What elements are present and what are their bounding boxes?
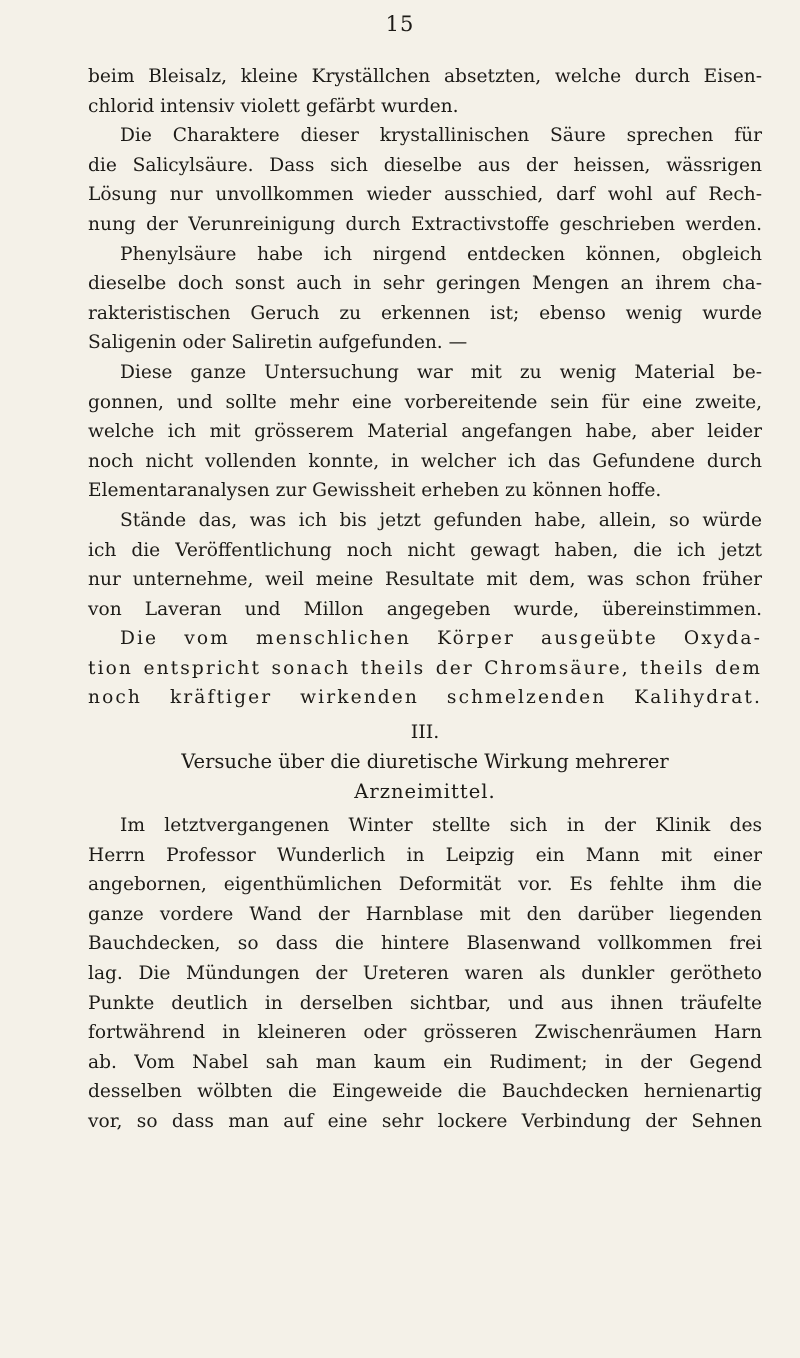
paragraph xyxy=(88,121,762,239)
text-line: Elementaranalysen zur Gewissheit erheben zu können hoffe. xyxy=(88,480,662,502)
text-line: noch kräftiger wirkenden schmelzenden Kalihydrat. xyxy=(88,687,762,709)
text-line: tion entspricht sonach theils der Chromsäure, theils dem xyxy=(88,657,762,679)
text-line: angebornen, eigenthümlichen Deformität vor. Es fehlte ihm die xyxy=(88,874,762,896)
paragraph xyxy=(88,811,762,1137)
section-title-continued: Arzneimittel. xyxy=(354,780,496,804)
paragraph xyxy=(88,240,762,358)
text-line: ich die Veröffentlichung noch nicht gewagt haben, die ich jetzt xyxy=(88,539,762,561)
text-line: chlorid intensiv violett gefärbt wurden. xyxy=(88,95,459,117)
paragraph xyxy=(88,62,762,121)
section-title: Versuche über die diuretische Wirkung mehrerer xyxy=(181,750,669,774)
text-line: Lösung nur unvollkommen wieder ausschied, darf wohl auf Rech- xyxy=(88,184,762,206)
text-line: Saligenin oder Saliretin aufgefunden. — xyxy=(88,332,468,354)
paragraph xyxy=(88,358,762,506)
paragraph xyxy=(88,506,762,624)
text-line: Die vom menschlichen Körper ausgeübte Oxyda- xyxy=(120,628,762,650)
paragraph-emphasis xyxy=(88,624,762,713)
text-line: Im letztvergangenen Winter stellte sich in der Klinik des xyxy=(120,815,762,837)
text-line: vor, so dass man auf eine sehr lockere Verbindung der Sehnen xyxy=(88,1111,762,1132)
text-line: von Laveran und Millon angegeben wurde, übereinstimmen. xyxy=(88,598,762,620)
text-line: beim Bleisalz, kleine Kryställchen absetzten, welche durch Eisen- xyxy=(88,66,762,87)
text-line: Phenylsäure habe ich nirgend entdecken können, obgleich xyxy=(120,243,762,265)
text-line: noch nicht vollenden konnte, in welcher ich das Gefundene durch xyxy=(88,450,762,472)
section-number: III. xyxy=(410,721,440,744)
text-line: welche ich mit grösserem Material angefangen habe, aber leider xyxy=(88,421,762,443)
text-line: Bauchdecken, so dass die hintere Blasenwand vollkommen frei xyxy=(88,933,762,955)
text-line: dieselbe doch sonst auch in sehr geringen Mengen an ihrem cha- xyxy=(88,273,762,295)
text-line: desselben wölbten die Eingeweide die Bauchdecken hernienartig xyxy=(88,1081,762,1103)
text-line: lag. Die Mündungen der Ureteren waren als dunkler gerötheto xyxy=(88,963,762,985)
page-number: 15 xyxy=(385,12,415,36)
text-line: die Salicylsäure. Dass sich dieselbe aus der heissen, wässrigen xyxy=(88,154,762,176)
text-line: ganze vordere Wand der Harnblase mit den darüber liegenden xyxy=(88,903,762,925)
text-line: nur unternehme, weil meine Resultate mit dem, was schon früher xyxy=(88,569,762,591)
text-line: Diese ganze Untersuchung war mit zu wenig Material be- xyxy=(120,361,762,383)
text-line: Herrn Professor Wunderlich in Leipzig ein Mann mit einer xyxy=(88,844,762,866)
text-line: ab. Vom Nabel sah man kaum ein Rudiment; in der Gegend xyxy=(88,1051,762,1073)
text-line: nung der Verunreinigung durch Extractivstoffe geschrieben werden. xyxy=(88,213,762,235)
text-line: Punkte deutlich in derselben sichtbar, und aus ihnen träufelte xyxy=(88,992,762,1014)
text-line: Stände das, was ich bis jetzt gefunden habe, allein, so würde xyxy=(120,509,762,531)
text-line: gonnen, und sollte mehr eine vorbereitende sein für eine zweite, xyxy=(88,391,762,413)
text-line: Die Charaktere dieser krystallinischen Säure sprechen für xyxy=(120,125,762,147)
page-body xyxy=(88,62,762,1137)
text-line: rakteristischen Geruch zu erkennen ist; ebenso wenig wurde xyxy=(88,302,762,324)
text-line: fortwährend in kleineren oder grösseren Zwischenräumen Harn xyxy=(88,1022,762,1044)
